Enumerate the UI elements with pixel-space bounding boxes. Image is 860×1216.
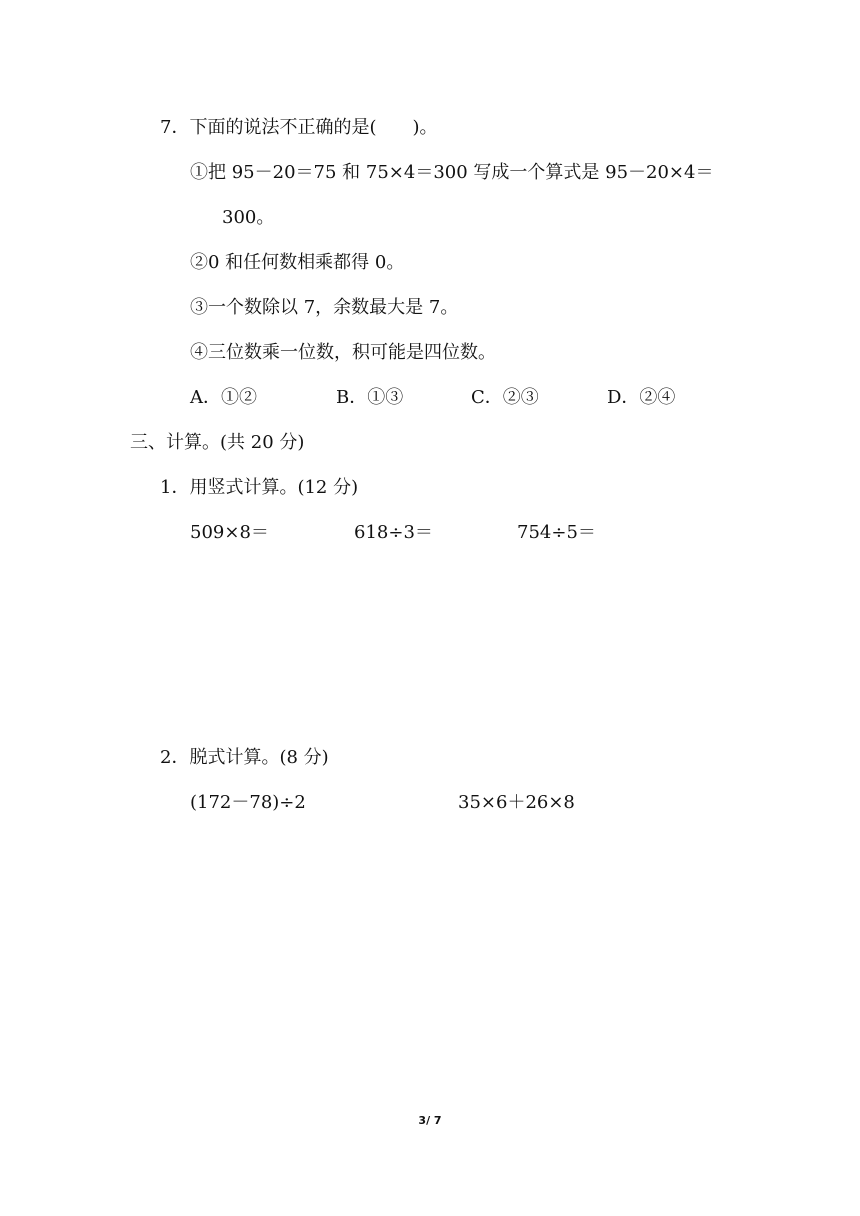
page-number: 3/ 7 (418, 1114, 442, 1127)
expression-5: 35×6＋26×8 (458, 792, 575, 813)
statement-2: ②0 和任何数相乘都得 0。 (190, 252, 405, 273)
option-d: D．②④ (607, 387, 676, 408)
expression-3: 754÷5＝ (517, 522, 596, 543)
section-3-title: 三、计算。(共 20 分) (130, 432, 305, 453)
part-2-title: 2．脱式计算。(8 分) (160, 747, 329, 768)
statement-1: ①把 95－20＝75 和 75×4＝300 写成一个算式是 95－20×4＝ (190, 162, 714, 183)
expression-1: 509×8＝ (190, 522, 269, 543)
part-1-title: 1．用竖式计算。(12 分) (160, 477, 359, 498)
statement-1-continued: 300。 (222, 207, 275, 228)
statement-4: ④三位数乘一位数，积可能是四位数。 (190, 342, 496, 363)
question-7-title: 7．下面的说法不正确的是( )。 (160, 117, 438, 138)
statement-3: ③一个数除以 7，余数最大是 7。 (190, 297, 459, 318)
option-b: B．①③ (336, 387, 404, 408)
option-a: A．①② (190, 387, 257, 408)
expression-4: (172－78)÷2 (190, 792, 306, 813)
option-c: C．②③ (471, 387, 539, 408)
expression-2: 618÷3＝ (354, 522, 433, 543)
